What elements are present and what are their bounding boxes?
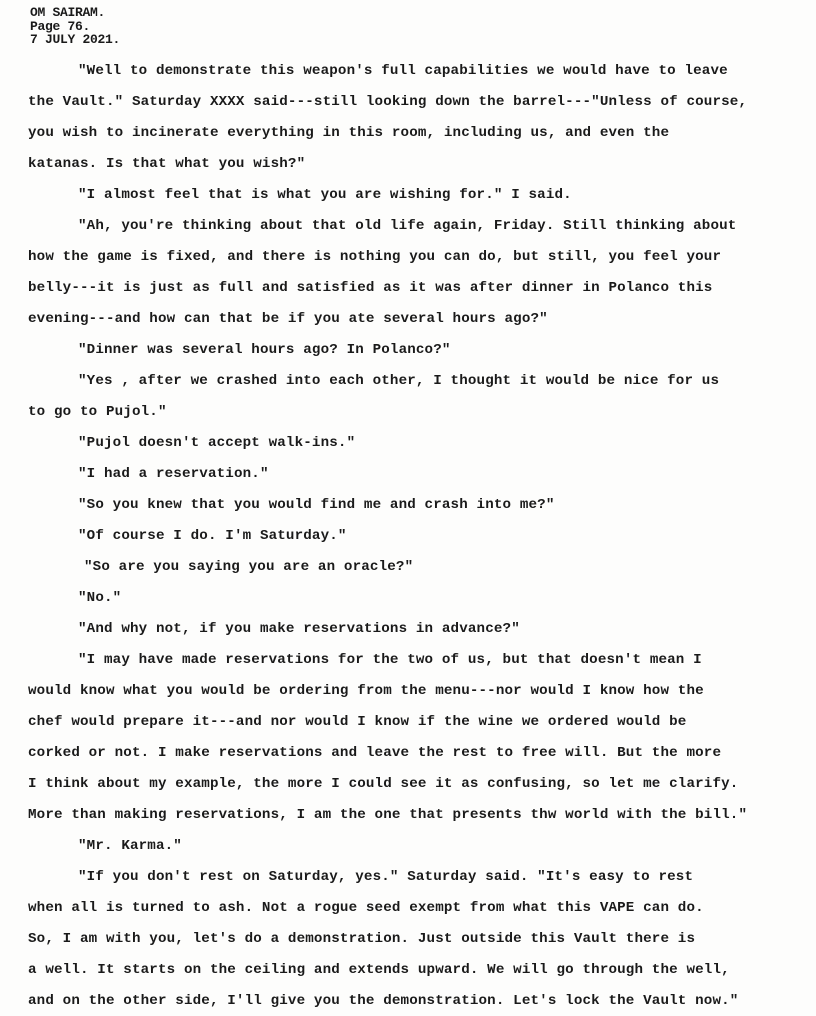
text-line: a well. It starts on the ceiling and extends upward. We will go through the well, <box>28 962 730 978</box>
text-line: katanas. Is that what you wish?" <box>28 156 306 172</box>
text-line: "So are you saying you are an oracle?" <box>84 559 414 575</box>
text-line: belly---it is just as full and satisfied as it was after dinner in Polanco this <box>28 280 713 296</box>
text-line: I think about my example, the more I could see it as confusing, so let me clarify. <box>28 776 739 792</box>
text-line: "Well to demonstrate this weapon's full capabilities we would have to leave <box>78 63 728 79</box>
text-line: "I almost feel that is what you are wishing for." I said. <box>78 187 572 203</box>
text-line: "Yes , after we crashed into each other, I thought it would be nice for us <box>78 373 720 389</box>
text-line: and on the other side, I'll give you the demonstration. Let's lock the Vault now." <box>28 993 739 1009</box>
text-line: the Vault." Saturday XXXX said---still looking down the barrel---"Unless of course, <box>28 94 748 110</box>
page-date: 7 JULY 2021. <box>30 32 121 47</box>
text-line: "Ah, you're thinking about that old life again, Friday. Still thinking about <box>78 218 737 234</box>
text-line: "I had a reservation." <box>78 466 269 482</box>
text-line: "And why not, if you make reservations in advance?" <box>78 621 520 637</box>
text-line: "Mr. Karma." <box>78 838 182 854</box>
text-line: "So you knew that you would find me and crash into me?" <box>78 497 555 513</box>
text-line: "Of course I do. I'm Saturday." <box>78 528 347 544</box>
text-line: corked or not. I make reservations and leave the rest to free will. But the more <box>28 745 722 761</box>
text-line: evening---and how can that be if you ate several hours ago?" <box>28 311 548 327</box>
header-invocation: OM SAIRAM. <box>30 5 106 20</box>
text-line: "If you don't rest on Saturday, yes." Saturday said. "It's easy to rest <box>78 869 694 885</box>
text-line: More than making reservations, I am the one that presents thw world with the bill." <box>28 807 748 823</box>
text-line: how the game is fixed, and there is nothing you can do, but still, you feel your <box>28 249 722 265</box>
text-line: to go to Pujol." <box>28 404 167 420</box>
text-line: would know what you would be ordering from the menu---nor would I know how the <box>28 683 704 699</box>
text-line: "No." <box>78 590 122 606</box>
text-line: you wish to incinerate everything in this room, including us, and even the <box>28 125 670 141</box>
text-line: "Pujol doesn't accept walk-ins." <box>78 435 356 451</box>
text-line: when all is turned to ash. Not a rogue seed exempt from what this VAPE can do. <box>28 900 704 916</box>
text-line: "I may have made reservations for the two of us, but that doesn't mean I <box>78 652 702 668</box>
text-line: So, I am with you, let's do a demonstration. Just outside this Vault there is <box>28 931 696 947</box>
text-line: "Dinner was several hours ago? In Polanco?" <box>78 342 451 358</box>
page-header <box>30 6 120 47</box>
text-line: chef would prepare it---and nor would I know if the wine we ordered would be <box>28 714 687 730</box>
page-number: Page 76. <box>30 18 91 34</box>
